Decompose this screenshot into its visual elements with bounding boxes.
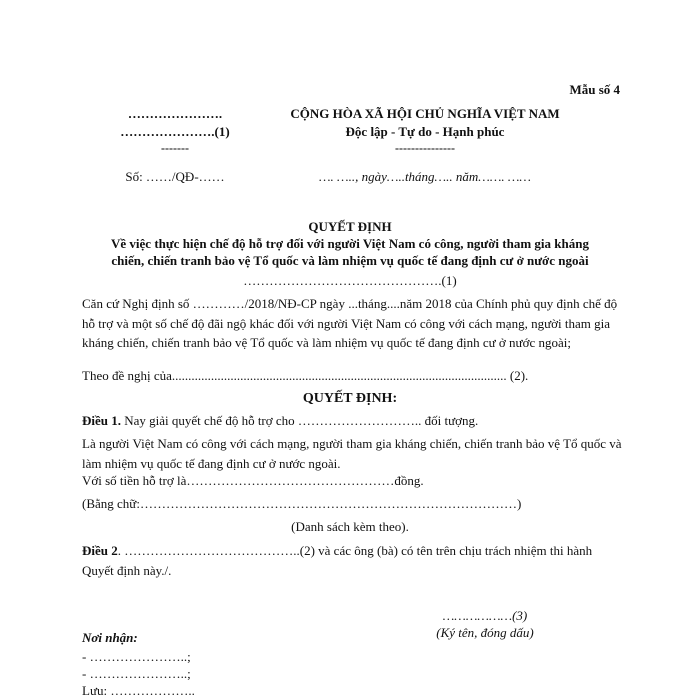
recipients-heading: Nơi nhận: xyxy=(82,630,138,645)
agency-line-1: …………………. xyxy=(127,106,223,121)
authority-line: ……………………………………….(1) xyxy=(243,273,457,288)
article-2 xyxy=(82,541,622,580)
attached-list-note: (Danh sách kèm theo). xyxy=(291,519,409,534)
article-1-label: Điều 1. xyxy=(82,413,121,428)
article-1-text: Nay giải quyết chế độ hỗ trợ cho ……………………….. đối tượng. xyxy=(121,413,479,428)
article-1 xyxy=(82,413,478,429)
support-amount: Với số tiền hỗ trợ là…………………………………………đồng. xyxy=(82,473,424,488)
subject-line-1: Về việc thực hiện chế độ hỗ trợ đối với người Việt Nam có công, người tham gia kháng xyxy=(111,236,589,251)
form-number: Mẫu số 4 xyxy=(569,82,620,97)
decision-number: Số: ……/QĐ-…… xyxy=(125,169,225,184)
recipient-item: - …………………..; xyxy=(82,649,191,664)
decision-heading: QUYẾT ĐỊNH: xyxy=(302,391,398,406)
legal-basis: Căn cứ Nghị định số …………/2018/NĐ-CP ngày ...tháng....năm 2018 của Chính phủ quy định chế độ hỗ trợ và một số chế độ đãi ngộ khác đối với người Việt Nam có công với cách mạng, người tham gia kháng chiến, chiến tranh bảo vệ Tổ quốc và làm nhiệm vụ quốc tế đang định cư ở nước ngoài; xyxy=(82,296,618,350)
archive-line: Lưu: ……………….. xyxy=(82,683,195,698)
right-separator: --------------- xyxy=(395,141,455,155)
article-2-label: Điều 2 xyxy=(82,543,118,558)
signature-note: (Ký tên, đóng dấu) xyxy=(436,625,534,640)
country-name: CỘNG HÒA XÃ HỘI CHỦ NGHĨA VIỆT NAM xyxy=(290,106,560,121)
article-2-text: . …………………………………..(2) và các ông (bà) có tên trên chịu trách nhiệm thi hành Quyết định này./. xyxy=(82,543,593,578)
subject-line-2: chiến, chiến tranh bảo vệ Tổ quốc và làm nhiệm vụ quốc tế đang định cư ở nước ngoài xyxy=(111,253,589,268)
motto: Độc lập - Tự do - Hạnh phúc xyxy=(345,124,505,139)
document-title: QUYẾT ĐỊNH xyxy=(308,219,392,234)
date-line: …. ….., ngày…..tháng….. năm……. …… xyxy=(319,169,531,184)
signature-line: ………………(3) xyxy=(442,608,528,623)
proposal-line: Theo đề nghị của....................................................................................................... (2). xyxy=(82,368,529,383)
left-separator: ------- xyxy=(161,141,189,155)
agency-line-2: ………………….(1) xyxy=(120,124,230,139)
recipient-item: - …………………..; xyxy=(82,666,191,681)
amount-in-words: (Bằng chữ:……………………………………………………………………………) xyxy=(82,496,522,511)
article-1-paragraph: Là người Việt Nam có công với cách mạng, người tham gia kháng chiến, chiến tranh bảo vệ Tổ quốc và làm nhiệm vụ quốc tế đang định cư ở nước ngoài. xyxy=(82,436,622,471)
